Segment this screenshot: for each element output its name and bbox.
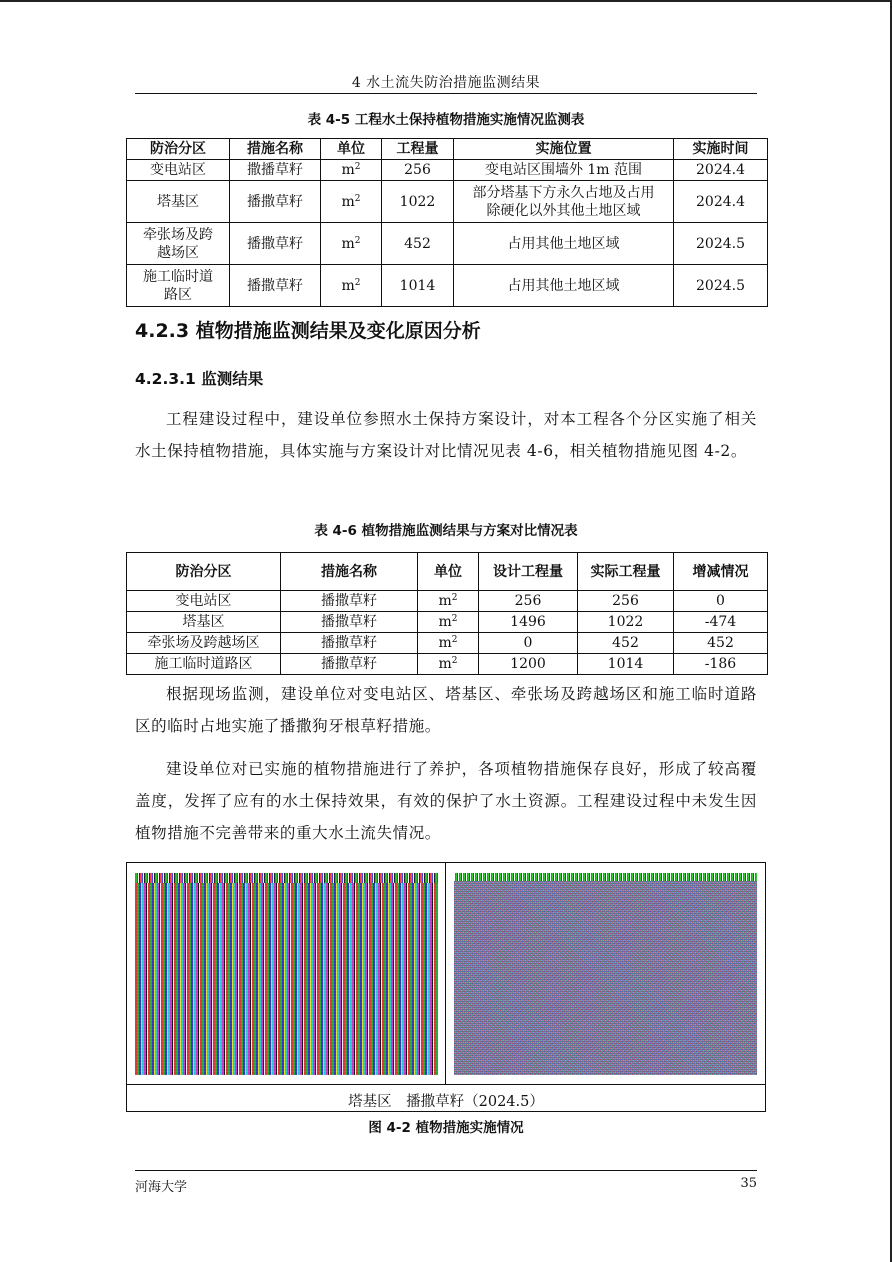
cell-zone: 施工临时道路区 xyxy=(127,654,281,675)
column-header: 防治分区 xyxy=(127,139,230,160)
header-rule xyxy=(135,93,757,94)
unit-text: m xyxy=(438,593,452,609)
cell-change: 0 xyxy=(674,591,768,612)
column-header: 设计工程量 xyxy=(479,553,578,591)
unit-text: m xyxy=(341,277,355,294)
unit-superscript: 2 xyxy=(354,162,361,172)
cell-time: 2024.4 xyxy=(674,181,768,223)
cell-change: 452 xyxy=(674,633,768,654)
footer-rule xyxy=(135,1170,757,1171)
cell-time: 2024.4 xyxy=(674,160,768,181)
cell-measure: 播撒草籽 xyxy=(281,591,418,612)
unit-superscript: 2 xyxy=(451,614,458,624)
column-header: 实施时间 xyxy=(674,139,768,160)
cell-unit xyxy=(321,181,382,223)
cell-unit xyxy=(321,160,382,181)
table-4-5 xyxy=(126,138,768,307)
paragraph: 建设单位对已实施的植物措施进行了养护，各项植物措施保存良好，形成了较高覆盖度，发挥了应有的水土保持效果，有效的保护了水土资源。工程建设过程中未发生因植物措施不完善带来的重大水土流失情况。 xyxy=(135,760,757,842)
column-header: 实施位置 xyxy=(454,139,674,160)
cell-measure: 播撒草籽 xyxy=(230,265,321,307)
table-row xyxy=(127,633,768,654)
figure-caption: 图 4-2 植物措施实施情况 xyxy=(368,1120,524,1136)
cell-change: -474 xyxy=(674,612,768,633)
cell-measure: 播撒草籽 xyxy=(281,612,418,633)
unit-superscript: 2 xyxy=(354,193,361,204)
cell-zone: 塔基区 xyxy=(127,181,230,223)
section-heading: 4.2.3 植物措施监测结果及变化原因分析 xyxy=(135,320,481,342)
page-top-border xyxy=(0,0,892,2)
cell-measure: 播撒草籽 xyxy=(281,654,418,675)
cell-zone: 塔基区 xyxy=(127,612,281,633)
column-header: 单位 xyxy=(321,139,382,160)
page-number: 35 xyxy=(740,1176,757,1191)
cell-unit xyxy=(418,612,479,633)
table-row xyxy=(127,160,768,181)
cell-unit xyxy=(321,223,382,265)
cell-design-qty: 1496 xyxy=(479,612,578,633)
cell-measure: 播撒草籽 xyxy=(281,633,418,654)
cell-time: 2024.5 xyxy=(674,223,768,265)
cell-quantity: 1014 xyxy=(382,265,454,307)
cell-zone: 施工临时道路区 xyxy=(127,265,230,307)
unit-superscript: 2 xyxy=(451,593,458,603)
table-row xyxy=(127,654,768,675)
column-header: 防治分区 xyxy=(127,553,281,591)
unit-superscript: 2 xyxy=(354,277,361,288)
column-header: 实际工程量 xyxy=(578,553,674,591)
table-4-6 xyxy=(126,552,768,675)
unit-text: m xyxy=(341,235,355,252)
cell-measure: 播撒草籽 xyxy=(230,181,321,223)
column-header: 单位 xyxy=(418,553,479,591)
cell-actual-qty: 452 xyxy=(578,633,674,654)
cell-actual-qty: 1022 xyxy=(578,612,674,633)
cell-location: 部分塔基下方永久占地及占用除硬化以外其他土地区域 xyxy=(454,181,674,223)
table-4-6-caption: 表 4-6 植物措施监测结果与方案对比情况表 xyxy=(314,523,578,539)
cell-zone: 牵张场及跨越场区 xyxy=(127,223,230,265)
table-row xyxy=(127,591,768,612)
table-header-row xyxy=(127,139,768,160)
table-row xyxy=(127,223,768,265)
cell-unit xyxy=(418,591,479,612)
cell-zone: 变电站区 xyxy=(127,591,281,612)
column-header: 工程量 xyxy=(382,139,454,160)
unit-superscript: 2 xyxy=(354,235,361,246)
cell-design-qty: 256 xyxy=(479,591,578,612)
figure-photo-right xyxy=(454,873,757,1075)
cell-time: 2024.5 xyxy=(674,265,768,307)
cell-location: 占用其他土地区域 xyxy=(454,223,674,265)
cell-zone: 牵张场及跨越场区 xyxy=(127,633,281,654)
cell-unit xyxy=(418,633,479,654)
paragraph: 根据现场监测，建设单位对变电站区、塔基区、牵张场及跨越场区和施工临时道路区的临时占地实施了播撒狗牙根草籽措施。 xyxy=(135,685,757,735)
cell-unit xyxy=(321,265,382,307)
cell-location: 变电站区围墙外 1m 范围 xyxy=(454,160,674,181)
photo-noise-band xyxy=(135,873,438,883)
cell-zone: 变电站区 xyxy=(127,160,230,181)
figure-subcaption: 塔基区 播撒草籽（2024.5） xyxy=(348,1094,544,1110)
unit-superscript: 2 xyxy=(451,656,458,666)
unit-text: m xyxy=(341,193,355,210)
table-row xyxy=(127,181,768,223)
unit-text: m xyxy=(438,656,452,672)
cell-quantity: 452 xyxy=(382,223,454,265)
cell-location: 占用其他土地区域 xyxy=(454,265,674,307)
cell-actual-qty: 256 xyxy=(578,591,674,612)
unit-text: m xyxy=(341,162,355,178)
cell-quantity: 1022 xyxy=(382,181,454,223)
paragraph: 工程建设过程中，建设单位参照水土保持方案设计，对本工程各个分区实施了相关水土保持植物措施，具体实施与方案设计对比情况见表 4-6，相关植物措施见图 4-2。 xyxy=(135,410,757,460)
cell-change: -186 xyxy=(674,654,768,675)
cell-measure: 播撒草籽 xyxy=(230,223,321,265)
subsection-heading: 4.2.3.1 监测结果 xyxy=(135,370,264,388)
running-header: 4 水土流失防治措施监测结果 xyxy=(351,75,541,91)
figure-rule xyxy=(126,1084,766,1085)
cell-design-qty: 0 xyxy=(479,633,578,654)
cell-measure: 撒播草籽 xyxy=(230,160,321,181)
figure-divider xyxy=(445,862,446,1084)
footer-institution: 河海大学 xyxy=(135,1180,188,1195)
column-header: 措施名称 xyxy=(281,553,418,591)
unit-superscript: 2 xyxy=(451,635,458,645)
column-header: 增减情况 xyxy=(674,553,768,591)
cell-unit xyxy=(418,654,479,675)
table-row xyxy=(127,265,768,307)
figure-photo-left xyxy=(135,873,438,1075)
table-header-row xyxy=(127,553,768,591)
column-header: 措施名称 xyxy=(230,139,321,160)
unit-text: m xyxy=(438,635,452,651)
cell-actual-qty: 1014 xyxy=(578,654,674,675)
photo-noise-band xyxy=(454,873,757,881)
table-4-5-caption: 表 4-5 工程水土保持植物措施实施情况监测表 xyxy=(307,112,585,128)
unit-text: m xyxy=(438,614,452,630)
cell-design-qty: 1200 xyxy=(479,654,578,675)
cell-quantity: 256 xyxy=(382,160,454,181)
table-row xyxy=(127,612,768,633)
